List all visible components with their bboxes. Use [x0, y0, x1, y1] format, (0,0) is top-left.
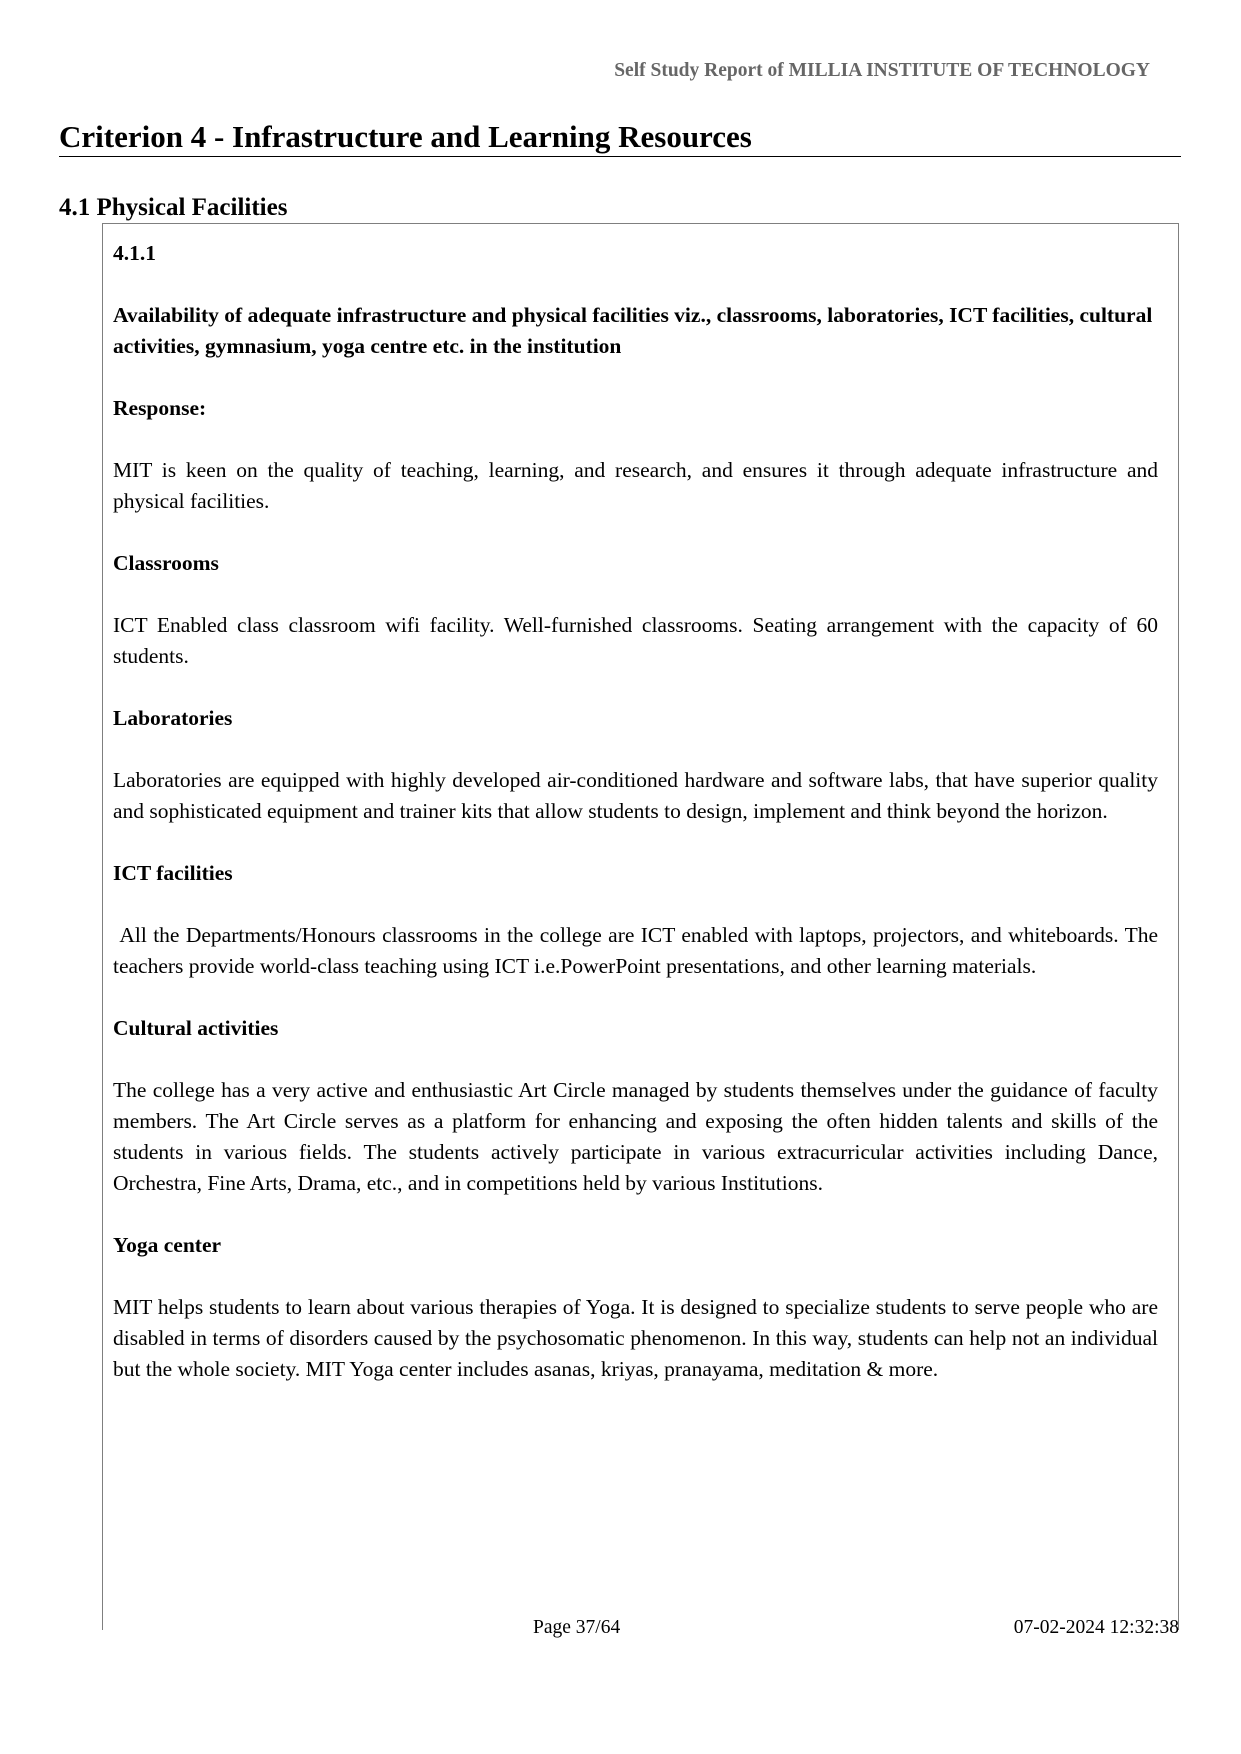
ict-facilities-heading: ICT facilities [113, 861, 233, 885]
response-intro: MIT is keen on the quality of teaching, learning, and research, and ensures it through adequate infrastructure and physical facilities. [113, 458, 1158, 513]
criterion-title: Criterion 4 - Infrastructure and Learning Resources [59, 119, 752, 154]
cultural-activities-heading: Cultural activities [113, 1016, 279, 1040]
cultural-activities-text: The college has a very active and enthusiastic Art Circle managed by students themselves under the guidance of faculty members. The Art Circle serves as a platform for enhancing and exposing the often hidden talents and skills of the students in various fields. The students actively participate in various extracurricular activities including Dance, Orchestra, Fine Arts, Drama, etc., and in competitions held by various Institutions. [113, 1078, 1158, 1195]
generated-timestamp: 07-02-2024 12:32:38 [1013, 1617, 1179, 1638]
laboratories-text: Laboratories are equipped with highly developed air-conditioned hardware and software labs, that have superior quality and sophisticated equipment and trainer kits that allow students to design, implement and think beyond the horizon. [113, 768, 1158, 823]
response-label: Response: [113, 396, 207, 420]
metric-id: 4.1.1 [113, 241, 156, 265]
page-number: Page 37/64 [533, 1617, 621, 1638]
laboratories-heading: Laboratories [113, 706, 233, 730]
ict-facilities-text: All the Departments/Honours classrooms in the college are ICT enabled with laptops, projectors, and whiteboards. The teachers provide world-class teaching using ICT i.e.PowerPoint presentations, and other learning materials. [113, 923, 1158, 978]
classrooms-text: ICT Enabled class classroom wifi facility. Well-furnished classrooms. Seating arrangement with the capacity of 60 students. [113, 613, 1158, 668]
metric-box [102, 223, 1179, 1630]
yoga-center-heading: Yoga center [113, 1233, 222, 1257]
title-divider [59, 156, 1181, 157]
classrooms-heading: Classrooms [113, 551, 219, 575]
section-heading: 4.1 Physical Facilities [59, 194, 288, 221]
yoga-center-text: MIT helps students to learn about various therapies of Yoga. It is designed to specialize students to serve people who are disabled in terms of disorders caused by the psychosomatic phenomenon. In this way, students can help not an individual but the whole society. MIT Yoga center includes asanas, kriyas, pranayama, meditation & more. [113, 1295, 1158, 1381]
metric-question: Availability of adequate infrastructure and physical facilities viz., classrooms, laboratories, ICT facilities, cultural activities, gymnasium, yoga centre etc. in the institution [113, 303, 1153, 358]
running-header: Self Study Report of MILLIA INSTITUTE OF TECHNOLOGY [614, 60, 1150, 81]
